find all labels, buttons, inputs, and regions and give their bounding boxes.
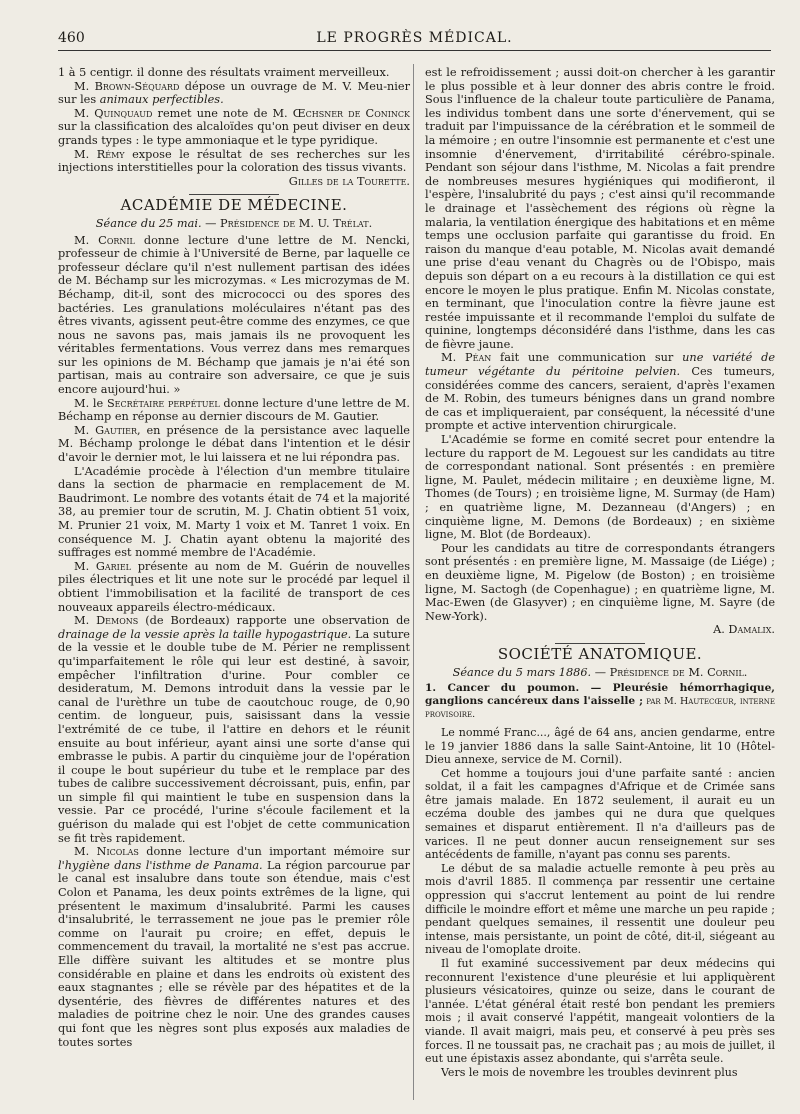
author-name: Gariel <box>95 559 131 573</box>
author-name: Secrétaire perpétuel <box>106 396 220 410</box>
author-name: Brown-Séquard <box>94 79 180 93</box>
page-header <box>58 30 771 48</box>
paragraph: M. Demons (de Bordeaux) rapporte une observation de drainage de la vessie après la taille hypogastrique. La suture de la vessie et le double tube de M. Périer ne remplissent qu'imparfaitement le rôle qui leur est destiné, à savoir, empêcher l'infiltration d'urine. Pour combler ce desideratum, M. Demons introduit dans la vessie par le canal de l'urèthre un tube de caoutchouc rouge, de 0,90 centim. de longueur, puis, saisissant dans la vessie l'extrémité de ce tube, il l'attire en dehors et le réunit ensuite au bout inférieur, ayant ainsi une sorte d'anse qui embrasse le pubis. A partir du cinquième jour de l'opération il coupe le bout supérieur du tube et le remplace par des tubes de calibre successivement décroissant, puis, enfin, par un simple fil qui maintient le tube en suspension dans la vessie. Par ce procédé, l'urine s'écoule facilement et la guérison du malade qui est l'objet de cette communication se fit très rapidement. <box>58 614 410 845</box>
seance-line: Séance du 5 mars 1886. — Présidence de M. Cornil. <box>452 665 748 679</box>
paragraph: M. Gariel présente au nom de M. Guérin de nouvelles piles électriques et lit une note sur le procédé par lequel il obtient l'immobilisation et la facilité de transport de ces nouveaux appareils électro-médicaux. <box>58 559 411 614</box>
paragraph: Cet homme a toujours joui d'une parfaite santé : ancien soldat, il a fait les campagnes d'Afrique et de Crimée sans être jamais malade. En 1872 seulement, il aurait eu un eczéma double des jambes qui ne dura que quelques semaines et disparut entièrement. Il n'a d'ailleurs pas de varices. Il ne peut donner aucun renseignement sur ses antécédents de famille, n'ayant pas connu ses parents. <box>425 766 775 862</box>
signature: A. Damalix. <box>713 623 775 637</box>
paragraph: L'Académie se forme en comité secret pour entendre la lecture du rapport de M. Legouest sur les candidats au titre de correspondant national. Sont présentés : en première ligne, M. Paulet, médecin militaire ; en deuxième ligne, M. Thomes (de Tours) ; en troisième ligne, M. Surmay (de Ham) ; en quatrième ligne, M. Dezanneau (d'Angers) ; en cinquième ligne, M. Demons (de Bordeaux) ; en sixième ligne, M. Blot (de Bordeaux). <box>425 433 775 542</box>
signature: Gilles de la Tourette. <box>288 174 410 188</box>
paragraph: M. Gautier, en présence de la persistance avec laquelle M. Béchamp prolonge le débat dans l'intention et le désir d'avoir le dernier mot, le lui laissera et ne lui répondra pas. <box>58 423 410 465</box>
paragraph: M. Péan fait une communication sur une variété de tumeur végétante du péritoine pelvien. Ces tumeurs, considérées comme des cancers, seraient, d'après l'examen de M. Robin, des tumeurs bénignes dans un grand nombre de cas et impliqueraient, par conséquent, la nécessité d'une prompte et active intervention chirurgicale. <box>425 351 776 433</box>
author-name: Péan <box>465 351 492 365</box>
column-divider <box>413 64 414 1100</box>
author-name: Quinquaud <box>94 106 153 120</box>
book-title: animaux perfectibles. <box>99 93 224 107</box>
section-heading: SOCIÉTÉ ANATOMIQUE. <box>497 644 703 663</box>
paragraph: Le nommé Franc..., âgé de 64 ans, ancien gendarme, entre le 19 janvier 1886 dans la salle Saint-Antoine, lit 10 (Hôtel-Dieu annexe, service de M. Cornil). <box>425 725 775 767</box>
right-column <box>425 66 775 1079</box>
paragraph: M. Quinquaud remet une note de M. Œchsner de Coninck sur la classification des alcaloïdes qu'on peut diviser en deux grands types : le type ammoniaque et le type pyridique. <box>58 106 411 147</box>
author-name: Nicolas <box>96 845 139 859</box>
paragraph: M. le Secrétaire perpétuel donne lecture d'une lettre de M. Béchamp en réponse au dernier discours de M. Gautier. <box>58 396 410 424</box>
paragraph: Le début de sa maladie actuelle remonte à peu près au mois d'avril 1885. Il commença par ressentir une certaine oppression qui s'accrut lentement au point de lui rendre difficile le moindre effort et même une marche un peu rapide ; pendant quelques semaines, il ressentit une douleur peu intense, mais persistante, un point de côté, dit-il, siégeant au niveau de l'omoplate droite. <box>425 861 775 957</box>
paragraph: 1 à 5 centigr. il donne des résultats vraiment merveilleux. <box>58 66 390 79</box>
header-rule <box>58 50 771 51</box>
case-title: 1. Cancer du poumon. — Pleurésie hémorrhagique, ganglions cancéreux dans l'aisselle ; par M. Hautecœur, interne provisoire. <box>425 682 775 721</box>
paragraph: M. Rémy expose le résultat de ses recherches sur les injections interstitielles pour la coloration des tissus vivants. <box>58 147 411 175</box>
paragraph: Vers le mois de novembre les troubles devinrent plus <box>441 1065 738 1079</box>
author-name: Œchsner de Coninck <box>292 106 411 120</box>
paragraph: M. Cornil donne lecture d'une lettre de M. Nencki, professeur de chimie à l'Université de Berne, par laquelle ce professeur déclare qu'il n'est nullement partisan des idées de M. Béchamp sur les microzymas. « Les microzymas de M. Béchamp, dit-il, sont des micrococci ou des spores des bactéries. Les granulations moléculaires n'étant pas des êtres vivants, agissent peut-être comme des enzymes, ce que nous ne savons pas, mais jamais ils ne provoquent les véritables fermentations. Vous verrez dans mes remarques sur les opinions de M. Béchamp que jamais je n'ai été son partisan, mais au contraire son adversaire, ce que je suis encore aujourd'hui. » <box>58 233 411 397</box>
seance-line: Séance du 25 mai. — Présidence de M. U. Trélat. <box>95 216 373 230</box>
section-heading: ACADÉMIE DE MÉDECINE. <box>120 196 348 215</box>
paragraph: Pour les candidats au titre de correspondants étrangers sont présentés : en première ligne, M. Massaige (de Liége) ; en deuxième ligne, M. Pigelow (de Boston) ; en troisième ligne, M. Sactogh (de Copenhague) ; en quatrième ligne, M. Mac-Ewen (de Glasyver) ; en cinquième ligne, M. Sayre (de New-York). <box>425 541 775 623</box>
left-column <box>58 66 410 1049</box>
paragraph: M. Brown-Séquard dépose un ouvrage de M. V. Meu-nier sur les animaux perfectibles. <box>58 79 411 107</box>
author-name: Demons <box>96 614 139 628</box>
page-number: 460 <box>58 30 85 46</box>
section-rule <box>189 194 279 195</box>
author-name: Cornil <box>98 233 135 247</box>
author-name: Rémy <box>96 147 125 161</box>
section-rule <box>555 643 645 644</box>
running-title: LE PROGRÈS MÉDICAL. <box>316 30 513 46</box>
author-name: Gautier <box>95 423 137 437</box>
paragraph: L'Académie procède à l'élection d'un membre titulaire dans la section de pharmacie en remplacement de M. Baudrimont. Le nombre des votants était de 74 et la majorité 38, au premier tour de scrutin, M. J. Chatin obtient 51 voix, M. Prunier 21 voix, M. Marty 1 voix et M. Tanret 1 voix. En conséquence M. J. Chatin ayant obtenu la majorité des suffrages est nommé membre de l'Académie. <box>58 464 410 560</box>
paragraph: M. Nicolas donne lecture d'un important mémoire sur l'hygiène dans l'isthme de Panama. La région parcourue par le canal est insalubre dans toute son étendue, mais c'est Colon et Panama, les deux points extrêmes de la ligne, qui présentent le maximum d'insalubrité. Parmi les causes d'insalubrité, le terrassement ne joue pas le premier rôle comme on l'aurait pu croire; en effet, depuis le commencement du travail, la mortalité ne s'est pas accrue. Elle diffère suivant les altitudes et se montre plus considérable en plaine et dans les endroits où existent des eaux stagnantes ; elle se révèle par des hépatites et de la dysentérie, des fièvres de différentes natures et des maladies de poitrine chez le noir. Une des grandes causes qui font que les nègres sont plus exposés aux maladies de toutes sortes <box>58 845 410 1049</box>
paragraph: est le refroidissement ; aussi doit-on chercher à les garantir le plus possible et à leur donner des abris contre le froid. Sous l'influence de la chaleur toute particulière de Panama, les individus tombent dans une sorte d'énervement, qui se traduit par l'impuissance de la cérébration et le sommeil de la mémoire ; en outre l'insomnie est permanente et c'est une insomnie d'énervement, d'irritabilité cérébro-spinale. Pendant son séjour dans l'isthme, M. Nicolas a fait prendre de nombreuses mesures hygiéniques qui modifieront, il l'espère, l'insalubrité du pays ; c'est ainsi qu'il recommande le drainage et l'assèchement des régions où règne la malaria, la ventilation énergique des habitations et en même temps une occlusion parfaite qui garantisse du froid. En raison du manque d'eau potable, M. Nicolas avait demandé une prise d'eau venant du Chagrès ou de l'Obispo, mais depuis son départ on a eu recours à la distillation ce qui est encore le moyen le plus pratique. Enfin M. Nicolas constate, en terminant, que l'inoculation contre la fièvre jaune est restée impuissante et il recommande l'emploi du sulfate de quinine, longtemps déconsidéré dans l'isthme, dans les cas de fièvre jaune. <box>425 66 775 351</box>
paragraph: Il fut examiné successivement par deux médecins qui reconnurent l'existence d'une pleurésie et lui appliquèrent plusieurs vésicatoires, quinze ou seize, dans le courant de l'année. L'état général était resté bon pendant les premiers mois ; il avait conservé l'appétit, mangeait volontiers de la viande. Il avait maigri, mais peu, et conservé à peu près ses forces. Il ne toussait pas, ne crachait pas ; au mois de juillet, il eut une épistaxis assez abondante, qui s'arrêta seule. <box>425 957 775 1066</box>
